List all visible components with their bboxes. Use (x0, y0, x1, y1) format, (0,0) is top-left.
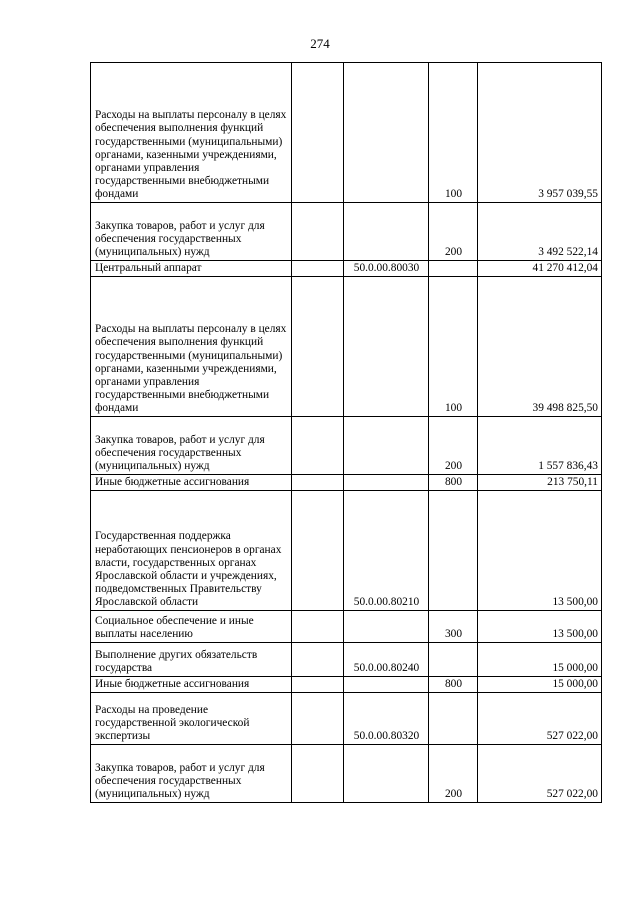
row-blank-cell (292, 677, 344, 693)
row-name: Закупка товаров, работ и услуг для обеспечения государственных (муниципальных) нужд (91, 417, 292, 475)
row-code (344, 63, 429, 203)
row-expense-type (429, 491, 478, 611)
row-code: 50.0.00.80210 (344, 491, 429, 611)
table-row (91, 693, 602, 745)
row-amount: 527 022,00 (478, 693, 602, 745)
budget-table (90, 62, 602, 803)
row-amount: 39 498 825,50 (478, 277, 602, 417)
row-blank-cell (292, 745, 344, 803)
row-code: 50.0.00.80320 (344, 693, 429, 745)
row-amount: 15 000,00 (478, 677, 602, 693)
row-blank-cell (292, 475, 344, 491)
row-code: 50.0.00.80030 (344, 261, 429, 277)
row-name: Выполнение других обязательств государства (91, 643, 292, 677)
row-code (344, 475, 429, 491)
row-expense-type: 100 (429, 63, 478, 203)
row-blank-cell (292, 693, 344, 745)
table-row (91, 643, 602, 677)
row-code (344, 203, 429, 261)
row-blank-cell (292, 63, 344, 203)
row-expense-type: 300 (429, 611, 478, 643)
row-amount: 3 492 522,14 (478, 203, 602, 261)
row-name: Расходы на выплаты персоналу в целях обеспечения выполнения функций государственными (муниципальными) органами, казенными учреждениями, органами управления государственными внебюджетными фондами (91, 277, 292, 417)
row-name: Закупка товаров, работ и услуг для обеспечения государственных (муниципальных) нужд (91, 203, 292, 261)
table-row (91, 277, 602, 417)
row-code (344, 745, 429, 803)
row-blank-cell (292, 611, 344, 643)
row-name: Расходы на проведение государственной экологической экспертизы (91, 693, 292, 745)
row-expense-type: 800 (429, 475, 478, 491)
row-amount: 527 022,00 (478, 745, 602, 803)
table-row (91, 63, 602, 203)
row-amount: 1 557 836,43 (478, 417, 602, 475)
row-expense-type: 200 (429, 745, 478, 803)
row-blank-cell (292, 491, 344, 611)
row-name: Центральный аппарат (91, 261, 292, 277)
row-blank-cell (292, 203, 344, 261)
row-expense-type (429, 643, 478, 677)
row-name: Расходы на выплаты персоналу в целях обеспечения выполнения функций государственными (муниципальными) органами, казенными учреждениями, органами управления государственными внебюджетными фондами (91, 63, 292, 203)
row-blank-cell (292, 277, 344, 417)
row-amount: 213 750,11 (478, 475, 602, 491)
row-code (344, 611, 429, 643)
table-row (91, 745, 602, 803)
row-blank-cell (292, 643, 344, 677)
row-name: Государственная поддержка неработающих пенсионеров в органах власти, государственных органах Ярославской области и учреждениях, подведомственных Правительству Ярославской области (91, 491, 292, 611)
row-code (344, 417, 429, 475)
row-blank-cell (292, 261, 344, 277)
row-expense-type: 200 (429, 203, 478, 261)
table-row (91, 261, 602, 277)
row-amount: 13 500,00 (478, 611, 602, 643)
row-name: Закупка товаров, работ и услуг для обеспечения государственных (муниципальных) нужд (91, 745, 292, 803)
row-code (344, 277, 429, 417)
row-expense-type: 200 (429, 417, 478, 475)
row-name: Социальное обеспечение и иные выплаты населению (91, 611, 292, 643)
table-row (91, 203, 602, 261)
table-row (91, 475, 602, 491)
table-row (91, 611, 602, 643)
row-expense-type: 800 (429, 677, 478, 693)
table-row (91, 491, 602, 611)
row-amount: 15 000,00 (478, 643, 602, 677)
row-amount: 41 270 412,04 (478, 261, 602, 277)
row-expense-type (429, 693, 478, 745)
row-amount: 3 957 039,55 (478, 63, 602, 203)
table-row (91, 677, 602, 693)
row-blank-cell (292, 417, 344, 475)
row-name: Иные бюджетные ассигнования (91, 677, 292, 693)
page-number: 274 (310, 36, 330, 51)
row-expense-type (429, 261, 478, 277)
row-name: Иные бюджетные ассигнования (91, 475, 292, 491)
row-expense-type: 100 (429, 277, 478, 417)
row-code (344, 677, 429, 693)
row-code: 50.0.00.80240 (344, 643, 429, 677)
table-row (91, 417, 602, 475)
row-amount: 13 500,00 (478, 491, 602, 611)
